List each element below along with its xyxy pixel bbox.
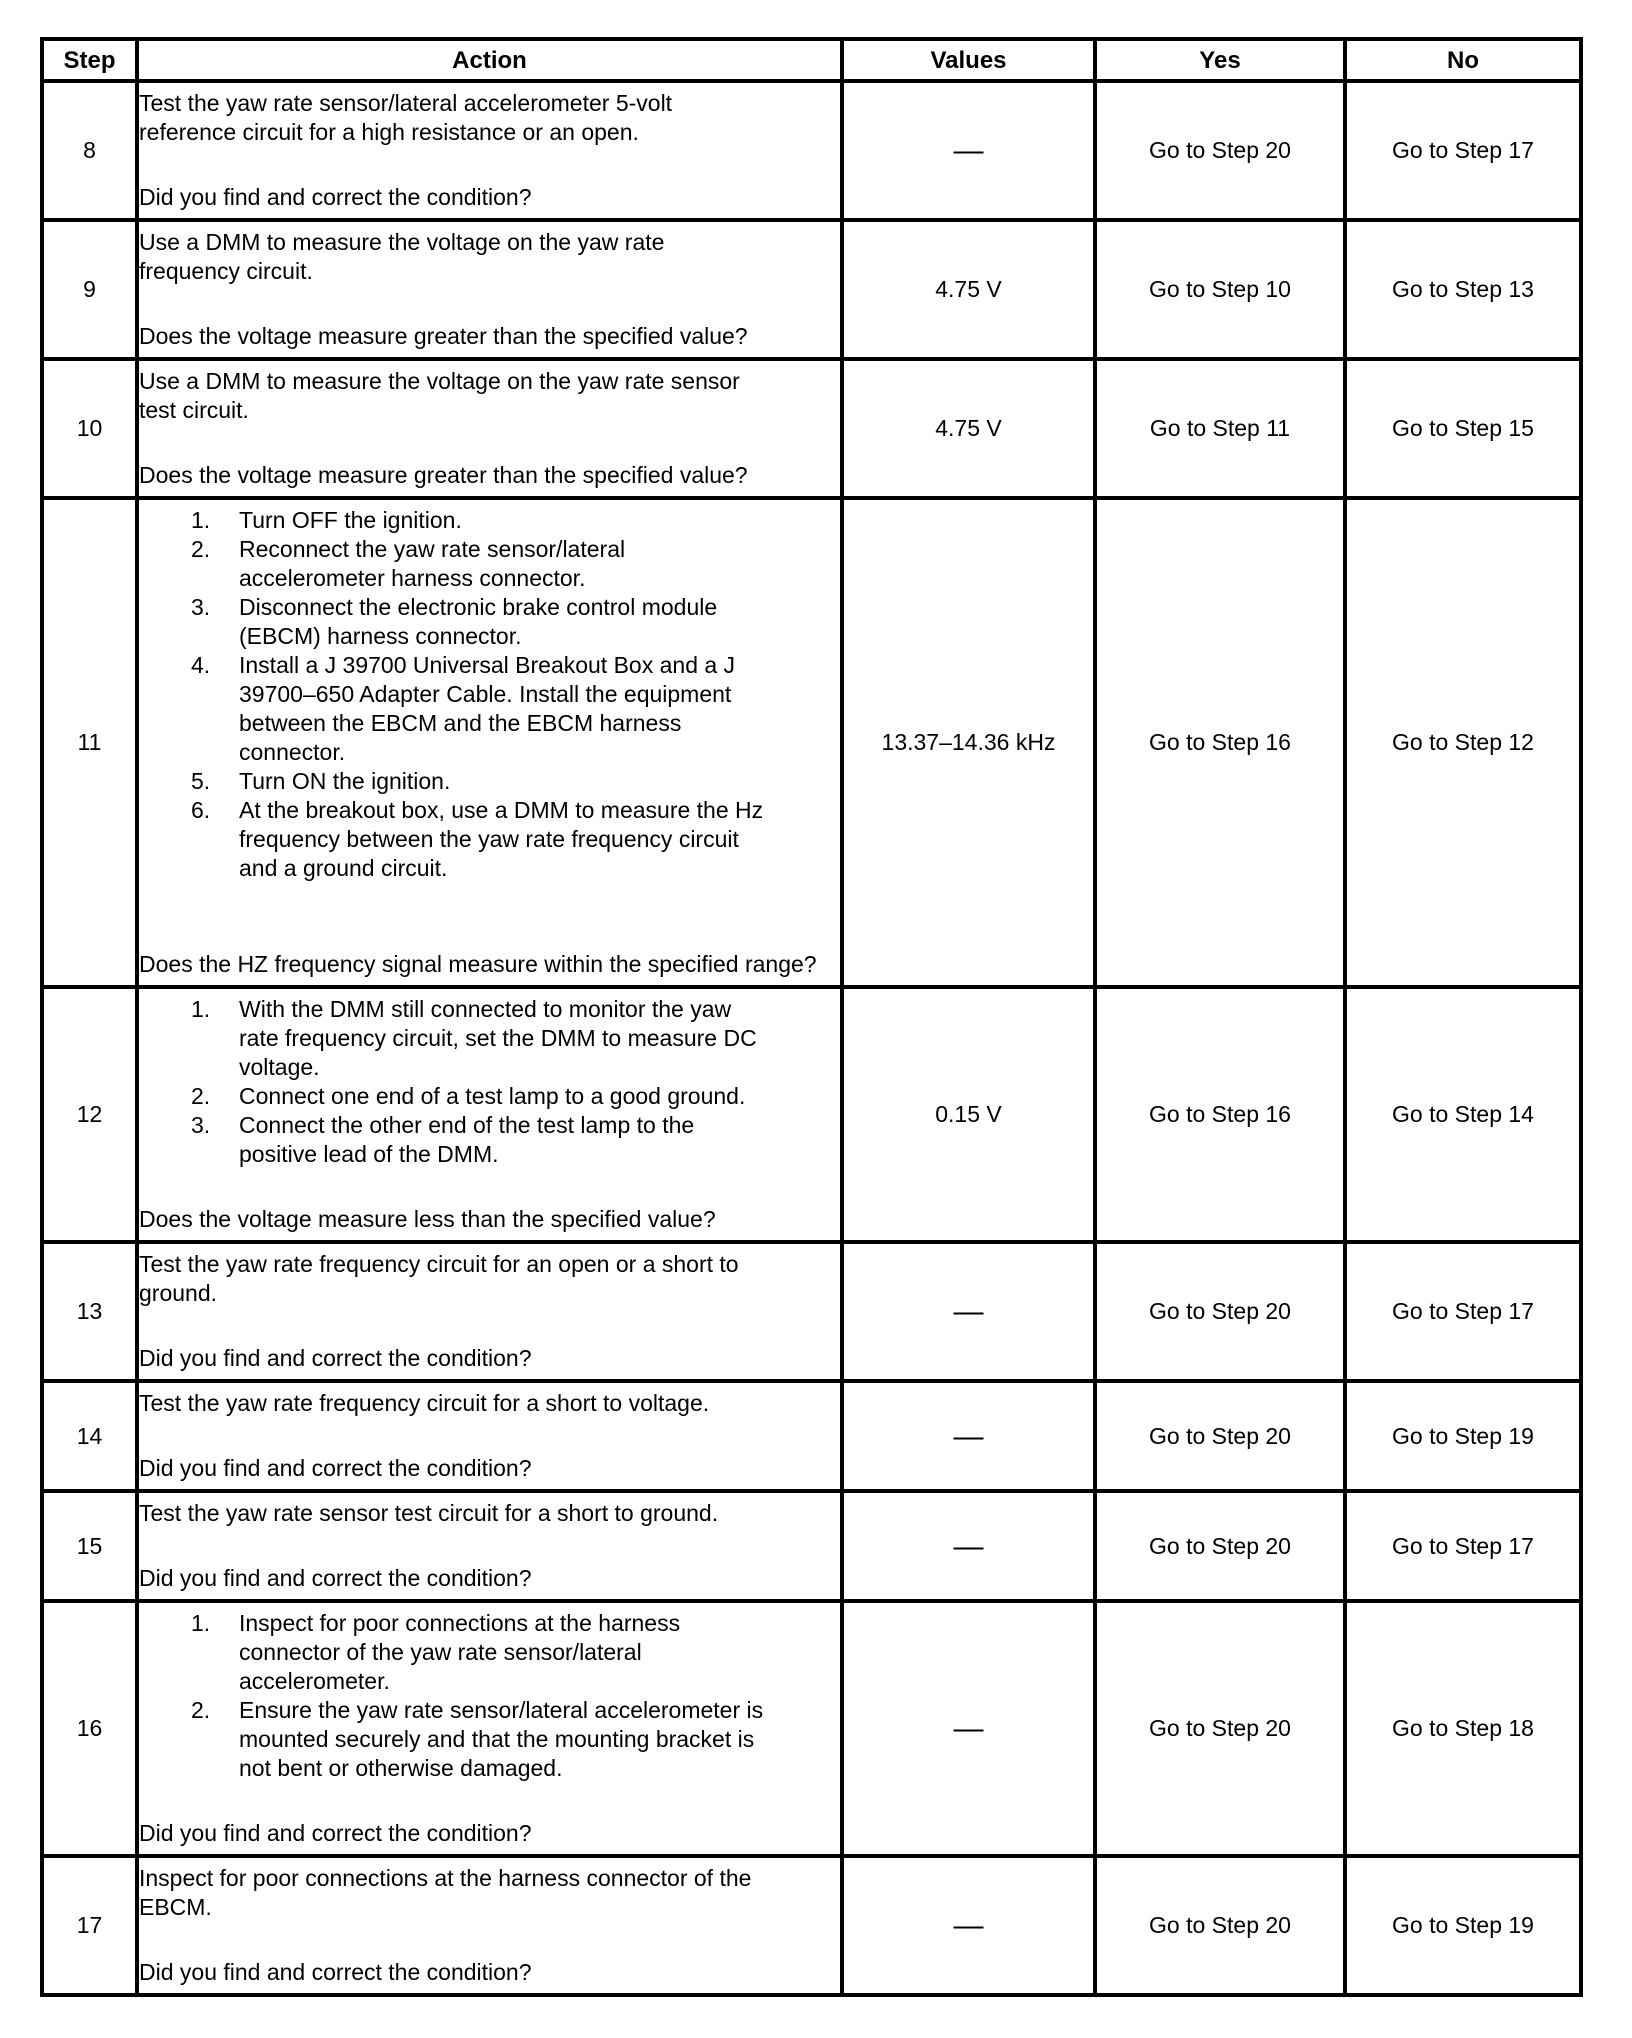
- table-row: [42, 498, 1581, 987]
- list-item-line: Disconnect the electronic brake control module: [239, 594, 718, 620]
- action-cell: [137, 1856, 842, 1995]
- action-question: Did you find and correct the condition?: [139, 1455, 532, 1481]
- step-number: 9: [42, 220, 137, 359]
- list-item-line: accelerometer harness connector.: [239, 565, 586, 591]
- list-item-line: With the DMM still connected to monitor the yaw: [239, 996, 732, 1022]
- list-item-line: connector.: [239, 739, 346, 765]
- value-cell: —: [842, 1856, 1095, 1995]
- header-step: Step: [42, 39, 137, 81]
- list-item-number: 1.: [191, 996, 211, 1022]
- action-question: Did you find and correct the condition?: [139, 184, 532, 210]
- value-cell: —: [842, 1601, 1095, 1856]
- list-item-line: connector of the yaw rate sensor/lateral: [239, 1639, 642, 1665]
- action-cell: [137, 987, 842, 1242]
- list-item-number: 1.: [191, 507, 211, 533]
- list-item: [191, 1082, 840, 1111]
- list-item-number: 5.: [191, 768, 211, 794]
- step-number: 12: [42, 987, 137, 1242]
- yes-goto: Go to Step 16: [1095, 987, 1345, 1242]
- list-item-line: (EBCM) harness connector.: [239, 623, 522, 649]
- list-item: [191, 535, 840, 593]
- action-cell: [137, 220, 842, 359]
- action-question: Did you find and correct the condition?: [139, 1565, 532, 1591]
- action-text-line: frequency circuit.: [139, 258, 313, 284]
- value-cell: —: [842, 81, 1095, 220]
- action-text-line: Test the yaw rate frequency circuit for a short to voltage.: [139, 1390, 710, 1416]
- yes-goto: Go to Step 20: [1095, 1856, 1345, 1995]
- table-row: [42, 1242, 1581, 1381]
- list-item-line: positive lead of the DMM.: [239, 1141, 499, 1167]
- list-item-number: 2.: [191, 1697, 211, 1723]
- list-item-line: not bent or otherwise damaged.: [239, 1755, 563, 1781]
- list-item-number: 6.: [191, 797, 211, 823]
- step-number: 15: [42, 1491, 137, 1601]
- table-row: [42, 359, 1581, 498]
- action-cell: [137, 1381, 842, 1491]
- table-row: [42, 1491, 1581, 1601]
- value-cell: —: [842, 1491, 1095, 1601]
- header-row: [42, 39, 1581, 81]
- step-number: 17: [42, 1856, 137, 1995]
- no-goto: Go to Step 19: [1345, 1381, 1581, 1491]
- no-goto: Go to Step 14: [1345, 987, 1581, 1242]
- no-goto: Go to Step 19: [1345, 1856, 1581, 1995]
- action-text-line: Use a DMM to measure the voltage on the yaw rate: [139, 229, 665, 255]
- action-text-line: reference circuit for a high resistance or an open.: [139, 119, 639, 145]
- list-item: [191, 651, 840, 767]
- step-number: 14: [42, 1381, 137, 1491]
- list-item-line: Connect one end of a test lamp to a good ground.: [239, 1083, 746, 1109]
- yes-goto: Go to Step 20: [1095, 1491, 1345, 1601]
- list-item-line: voltage.: [239, 1054, 320, 1080]
- table-row: [42, 1601, 1581, 1856]
- procedure-list: [139, 1609, 840, 1783]
- table-row: [42, 1856, 1581, 1995]
- no-goto: Go to Step 17: [1345, 1242, 1581, 1381]
- procedure-list: [139, 995, 840, 1169]
- list-item-line: 39700–650 Adapter Cable. Install the equipment: [239, 681, 732, 707]
- list-item-line: Install a J 39700 Universal Breakout Box and a J: [239, 652, 736, 678]
- action-text-line: ground.: [139, 1280, 218, 1306]
- list-item-line: between the EBCM and the EBCM harness: [239, 710, 682, 736]
- list-item-line: Reconnect the yaw rate sensor/lateral: [239, 536, 626, 562]
- list-item: [191, 1111, 840, 1169]
- no-goto: Go to Step 18: [1345, 1601, 1581, 1856]
- list-item-line: Turn OFF the ignition.: [239, 507, 462, 533]
- list-item-number: 3.: [191, 594, 211, 620]
- no-goto: Go to Step 12: [1345, 498, 1581, 987]
- value-cell: 4.75 V: [842, 359, 1095, 498]
- list-item: [191, 796, 840, 883]
- list-item-line: accelerometer.: [239, 1668, 390, 1694]
- no-goto: Go to Step 15: [1345, 359, 1581, 498]
- list-item: [191, 1609, 840, 1696]
- action-cell: [137, 1242, 842, 1381]
- yes-goto: Go to Step 20: [1095, 1242, 1345, 1381]
- action-cell: [137, 81, 842, 220]
- step-number: 11: [42, 498, 137, 987]
- action-text-line: Test the yaw rate sensor/lateral accelerometer 5-volt: [139, 90, 673, 116]
- action-text-line: Test the yaw rate sensor test circuit for a short to ground.: [139, 1500, 719, 1526]
- list-item-line: frequency between the yaw rate frequency circuit: [239, 826, 739, 852]
- action-cell: [137, 1491, 842, 1601]
- action-cell: [137, 498, 842, 987]
- yes-goto: Go to Step 20: [1095, 1601, 1345, 1856]
- value-cell: 13.37–14.36 kHz: [842, 498, 1095, 987]
- list-item-number: 3.: [191, 1112, 211, 1138]
- step-number: 10: [42, 359, 137, 498]
- no-goto: Go to Step 13: [1345, 220, 1581, 359]
- step-number: 13: [42, 1242, 137, 1381]
- table-row: [42, 81, 1581, 220]
- action-question: Does the voltage measure greater than the specified value?: [139, 462, 748, 488]
- header-action: Action: [137, 39, 842, 81]
- header-yes: Yes: [1095, 39, 1345, 81]
- header-values: Values: [842, 39, 1095, 81]
- yes-goto: Go to Step 20: [1095, 81, 1345, 220]
- action-text-line: EBCM.: [139, 1894, 212, 1920]
- no-goto: Go to Step 17: [1345, 81, 1581, 220]
- action-cell: [137, 1601, 842, 1856]
- yes-goto: Go to Step 20: [1095, 1381, 1345, 1491]
- list-item: [191, 593, 840, 651]
- list-item-line: At the breakout box, use a DMM to measure the Hz: [239, 797, 764, 823]
- list-item: [191, 767, 840, 796]
- action-question: Did you find and correct the condition?: [139, 1345, 532, 1371]
- table-row: [42, 1381, 1581, 1491]
- list-item-line: Turn ON the ignition.: [239, 768, 451, 794]
- action-question: Does the HZ frequency signal measure within the specified range?: [139, 951, 817, 977]
- step-number: 16: [42, 1601, 137, 1856]
- value-cell: 0.15 V: [842, 987, 1095, 1242]
- no-goto: Go to Step 17: [1345, 1491, 1581, 1601]
- list-item-line: Inspect for poor connections at the harness: [239, 1610, 681, 1636]
- list-item-number: 1.: [191, 1610, 211, 1636]
- action-text-line: Use a DMM to measure the voltage on the yaw rate sensor: [139, 368, 740, 394]
- action-cell: [137, 359, 842, 498]
- value-cell: 4.75 V: [842, 220, 1095, 359]
- value-cell: —: [842, 1242, 1095, 1381]
- list-item-number: 2.: [191, 536, 211, 562]
- action-question: Does the voltage measure greater than the specified value?: [139, 323, 748, 349]
- table-body: [42, 81, 1581, 1995]
- list-item-line: and a ground circuit.: [239, 855, 448, 881]
- header-no: No: [1345, 39, 1581, 81]
- yes-goto: Go to Step 10: [1095, 220, 1345, 359]
- table-row: [42, 220, 1581, 359]
- list-item-number: 4.: [191, 652, 211, 678]
- diagnostic-table: [40, 37, 1583, 1997]
- action-text-line: Test the yaw rate frequency circuit for an open or a short to: [139, 1251, 739, 1277]
- list-item-number: 2.: [191, 1083, 211, 1109]
- list-item: [191, 1696, 840, 1783]
- action-text-line: test circuit.: [139, 397, 249, 423]
- table-row: [42, 987, 1581, 1242]
- action-question: Did you find and correct the condition?: [139, 1959, 532, 1985]
- list-item-line: mounted securely and that the mounting bracket is: [239, 1726, 755, 1752]
- procedure-list: [139, 506, 840, 883]
- yes-goto: Go to Step 16: [1095, 498, 1345, 987]
- action-question: Did you find and correct the condition?: [139, 1820, 532, 1846]
- step-number: 8: [42, 81, 137, 220]
- value-cell: —: [842, 1381, 1095, 1491]
- yes-goto: Go to Step 11: [1095, 359, 1345, 498]
- action-text-line: Inspect for poor connections at the harness connector of the: [139, 1865, 752, 1891]
- list-item: [191, 506, 840, 535]
- list-item-line: Connect the other end of the test lamp to the: [239, 1112, 695, 1138]
- list-item: [191, 995, 840, 1082]
- action-question: Does the voltage measure less than the specified value?: [139, 1206, 716, 1232]
- list-item-line: Ensure the yaw rate sensor/lateral accelerometer is: [239, 1697, 764, 1723]
- list-item-line: rate frequency circuit, set the DMM to measure DC: [239, 1025, 757, 1051]
